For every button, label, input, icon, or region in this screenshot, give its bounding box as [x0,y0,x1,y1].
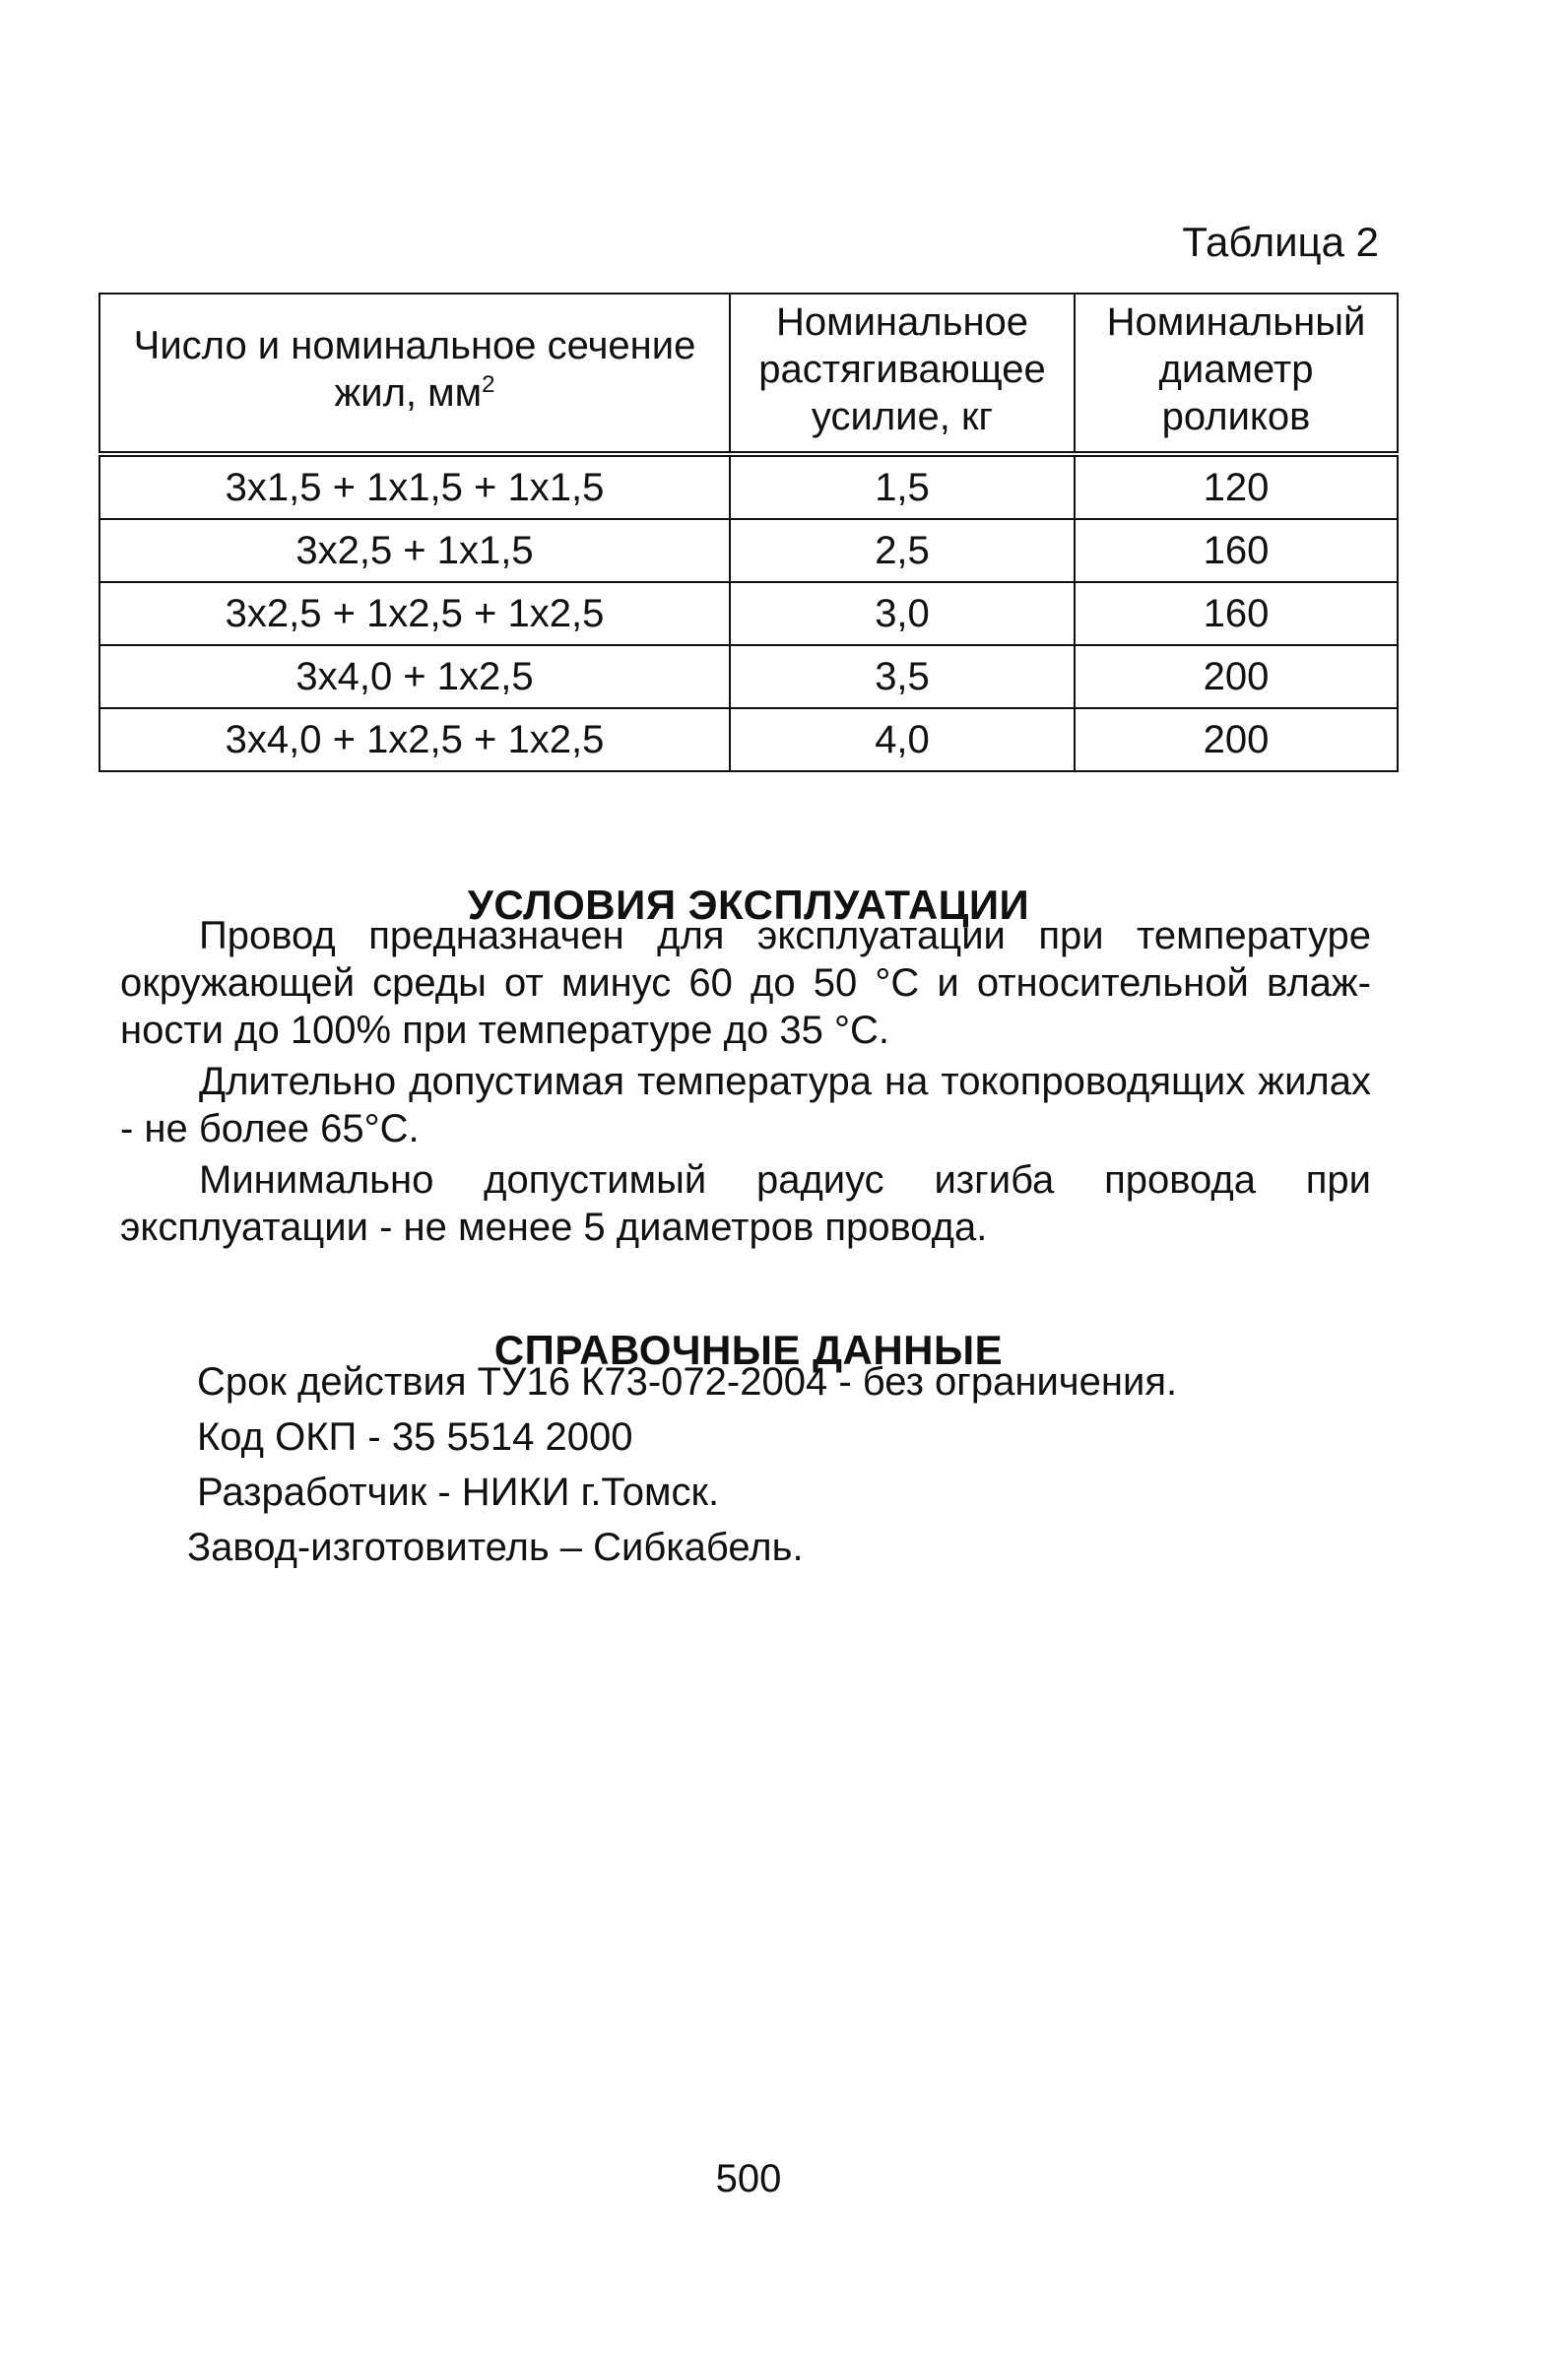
table-caption: Таблица 2 [1182,219,1379,265]
reference-line: Разработчик - НИКИ г.Томск. [197,1471,720,1514]
table-cell-roller-diameter: 200 [1075,708,1398,771]
conditions-heading: УСЛОВИЯ ЭКСПЛУАТАЦИИ [467,881,1030,928]
table-cell-core-section: 3х2,5 + 1х1,5 [99,519,730,582]
table-cell-tensile-force: 3,5 [730,645,1075,708]
table-header-row [99,294,1398,454]
column-header-tensile-force: Номинальное растягивающее усилие, кг [730,294,1075,454]
table-cell-roller-diameter: 120 [1075,454,1398,519]
conditions-paragraph: Длительно допустимая температура на токопроводящих жилах - не более 65°С. [120,1060,1371,1150]
table-cell-core-section: 3х4,0 + 1х2,5 [99,645,730,708]
reference-line: Код ОКП - 35 5514 2000 [197,1415,633,1459]
page-number: 500 [715,2157,782,2200]
table-row [99,454,1398,519]
table-cell-tensile-force: 4,0 [730,708,1075,771]
table-cell-tensile-force: 2,5 [730,519,1075,582]
table-cell-roller-diameter: 160 [1075,519,1398,582]
table-row [99,582,1398,645]
table-cell-roller-diameter: 200 [1075,645,1398,708]
reference-line: Срок действия ТУ16 К73-072-2004 - без ограничения. [197,1360,1178,1404]
table-row [99,708,1398,771]
reference-section [120,1354,1371,1575]
table-cell-core-section: 3х4,0 + 1х2,5 + 1х2,5 [99,708,730,771]
table-cell-core-section: 3х1,5 + 1х1,5 + 1х1,5 [99,454,730,519]
conditions-paragraph: Провод предназначен для эксплуатации при температуре окружающей среды от минус 60 до 50 °С и относительной влажности до 100% при температуре до 35 °С. [120,914,1371,1052]
table-row [99,519,1398,582]
table-cell-tensile-force: 3,0 [730,582,1075,645]
table-cell-core-section: 3х2,5 + 1х2,5 + 1х2,5 [99,582,730,645]
column-header-core-section: Число и номинальное сечение жил, $мм^2$ [99,294,730,454]
data-table [98,293,1399,772]
conditions-paragraph: Минимально допустимый радиус изгиба провода при эксплуатации - не менее 5 диаметров провода. [120,1158,1371,1249]
table-row [99,645,1398,708]
table-cell-roller-diameter: 160 [1075,582,1398,645]
column-header-roller-diameter: Номинальный диаметр роликов [1075,294,1398,454]
reference-heading: СПРАВОЧНЫЕ ДАННЫЕ [493,1326,1004,1373]
table-cell-tensile-force: 1,5 [730,454,1075,519]
conditions-section [120,912,1371,1255]
reference-line: Завод-изготовитель – Сибкабель. [187,1526,804,1569]
